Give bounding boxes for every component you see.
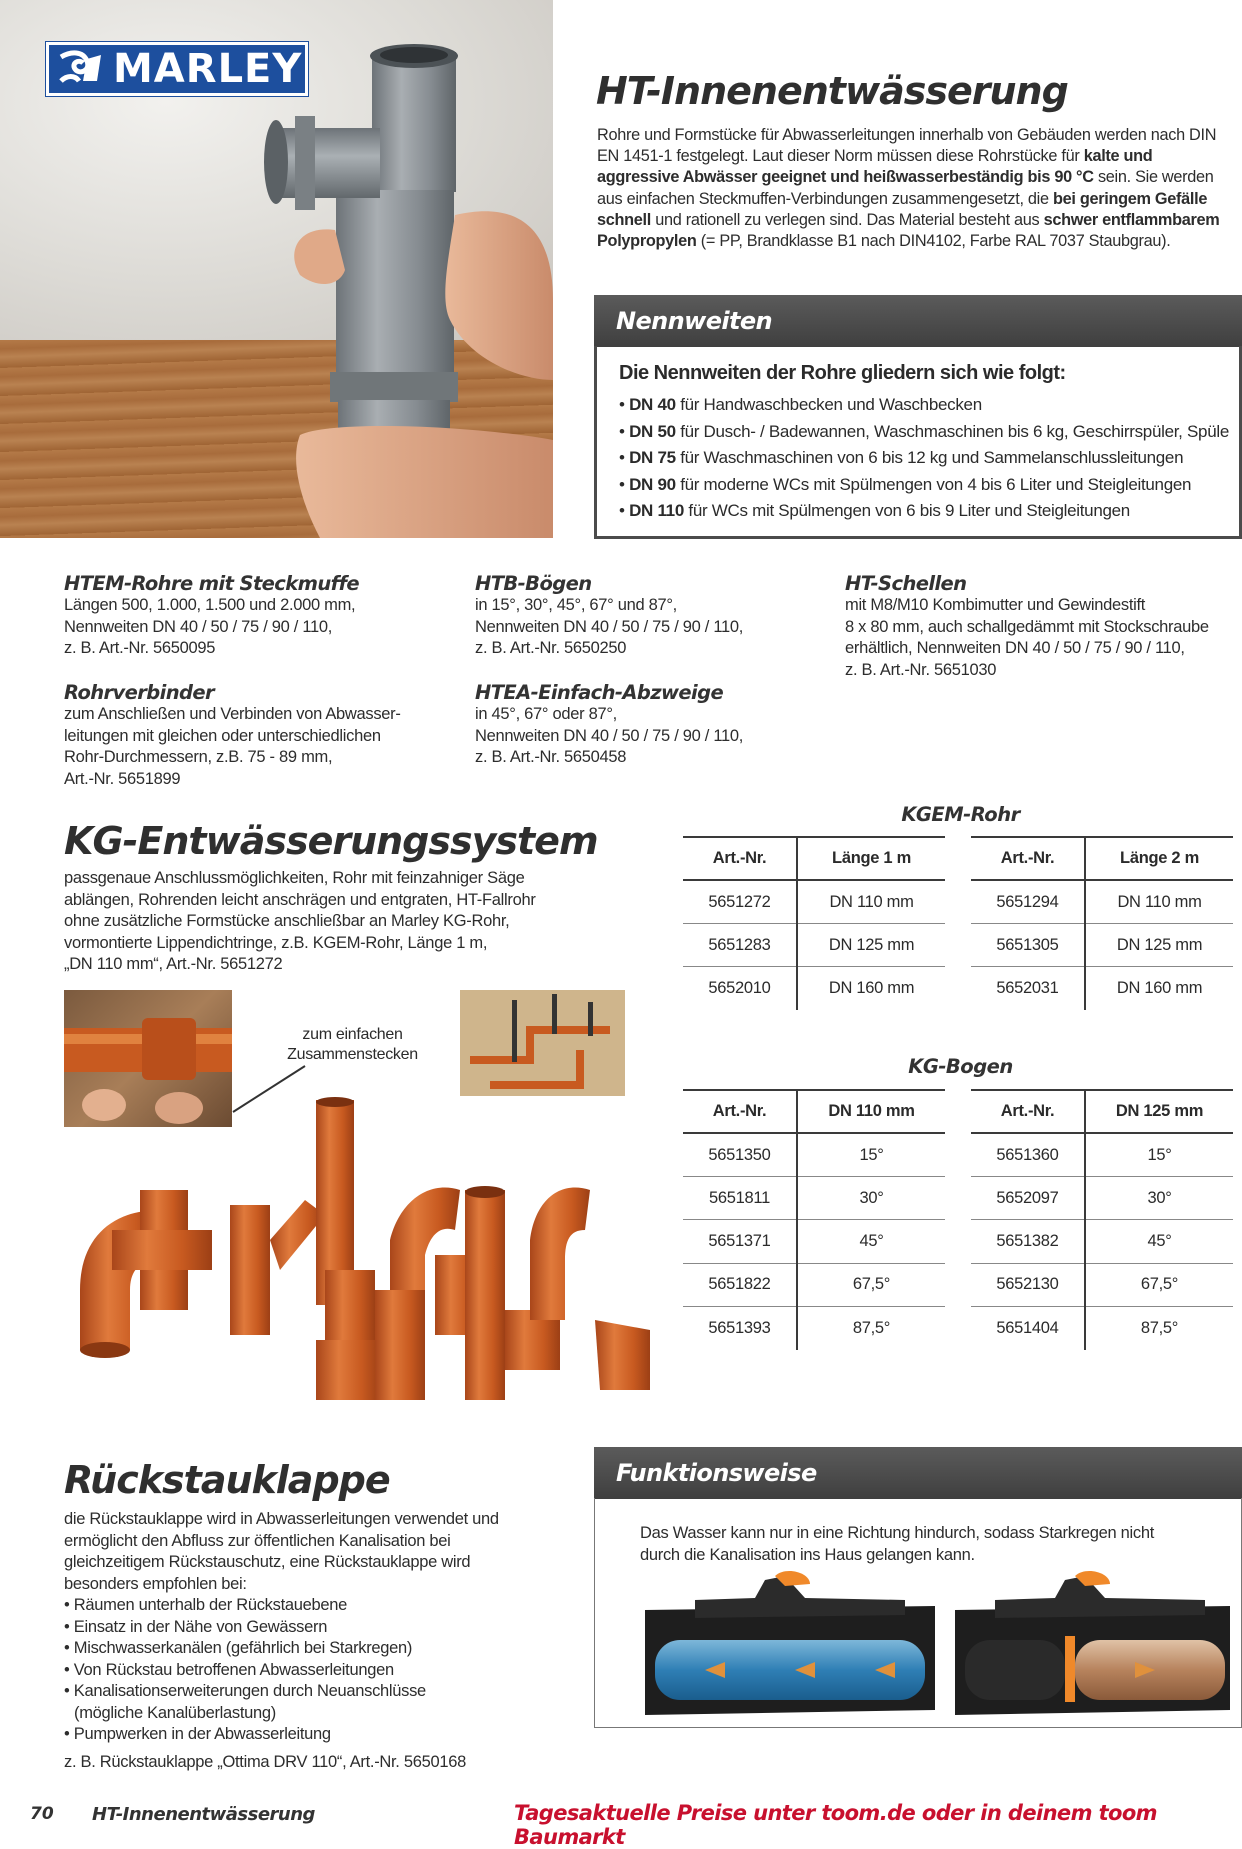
table-cell-artnr: 5652097 xyxy=(971,1177,1085,1220)
table-row xyxy=(971,1263,1233,1306)
text-line: z. B. Art.-Nr. 5650458 xyxy=(475,748,627,766)
nennweite-usage: für WCs mit Spülmengen von 6 bis 9 Liter und Steigleitungen xyxy=(683,501,1130,520)
rohrverbinder-text xyxy=(64,704,464,790)
table-cell-artnr: 5651811 xyxy=(683,1177,797,1220)
htea-text xyxy=(475,704,815,769)
nennweite-usage: für Handwaschbecken und Waschbecken xyxy=(675,395,982,414)
table-cell-value: DN 160 mm xyxy=(828,979,915,998)
kgbogen-header-art: Art.-Nr. xyxy=(683,1090,797,1133)
nennweiten-box-header: Nennweiten xyxy=(594,295,1242,347)
rueck-bullet-item: • Pumpwerken in der Abwasserleitung xyxy=(64,1725,331,1743)
text-line: ohne zusätzliche Formstücke anschließbar an Marley KG-Rohr, xyxy=(64,912,510,930)
table-cell-value: 15° xyxy=(797,1133,945,1176)
table-cell-artnr: 5651360 xyxy=(971,1133,1085,1176)
table-row xyxy=(971,1306,1233,1349)
text-line: Nennweiten DN 40 / 50 / 75 / 90 / 110, xyxy=(64,617,333,636)
table-cell-value: DN 110 mm xyxy=(1085,880,1233,923)
intro-emphasis: schwer entflammbarem Polypropylen xyxy=(597,210,1220,251)
intro-text-part: und rationell zu verlegen sind. Das Material besteht aus xyxy=(651,210,1044,229)
nennweite-item xyxy=(619,498,1234,525)
nennweite-dn: DN 75 xyxy=(629,448,676,467)
nennweite-usage: für Dusch- / Badewannen, Waschmaschinen bis 6 kg, Geschirrspüler, Spüle xyxy=(675,421,1229,441)
rueck-bullets xyxy=(64,1595,584,1746)
table-cell-artnr: 5652130 xyxy=(971,1263,1085,1306)
kg-text xyxy=(64,868,664,976)
kgem-table-left xyxy=(683,836,945,1010)
table-cell-artnr: 5651371 xyxy=(683,1220,797,1263)
text-line: ablängen, Rohrenden leicht anschrägen und entgraten, HT-Fallrohr xyxy=(64,890,536,909)
kg-fittings-illustration xyxy=(40,1090,680,1410)
table-row xyxy=(683,1306,945,1349)
kgbogen-header-dn110: DN 110 mm xyxy=(797,1090,945,1133)
kgbogen-header-dn125: DN 125 mm xyxy=(1085,1090,1233,1133)
ht-title: HT-Innenentwässerung xyxy=(596,69,1068,113)
kgem-header-len1: Länge 1 m xyxy=(797,837,945,880)
text-line: Rohr-Durchmessern, z.B. 75 - 89 mm, xyxy=(64,748,333,766)
text-line: Nennweiten DN 40 / 50 / 75 / 90 / 110, xyxy=(475,726,744,745)
ht-intro-text xyxy=(597,125,1229,252)
htem-title: HTEM-Rohre mit Steckmuffe xyxy=(64,572,360,595)
funktion-box xyxy=(594,1498,1242,1728)
rueck-example: z. B. Rückstauklappe „Ottima DRV 110“, Art.-Nr. 5650168 xyxy=(64,1752,466,1771)
table-row xyxy=(683,967,945,1010)
htb-title: HTB-Bögen xyxy=(475,572,592,595)
kgbogen-table-right xyxy=(971,1089,1233,1350)
table-row xyxy=(971,880,1233,923)
text-line: „DN 110 mm“, Art.-Nr. 5651272 xyxy=(64,955,283,973)
kgem-table-right xyxy=(971,836,1233,1010)
kg-callout xyxy=(270,1025,435,1065)
marley-logo xyxy=(46,42,308,96)
rueck-text xyxy=(64,1509,584,1773)
intro-emphasis: kalte und aggressive Abwässer geeignet und heißwasserbeständig bis 90 °C xyxy=(597,147,1153,187)
text-line: durch die Kanalisation ins Haus gelangen kann. xyxy=(640,1545,975,1564)
htea-title: HTEA-Einfach-Abzweige xyxy=(475,681,724,704)
nennweite-item xyxy=(619,472,1234,499)
footer-promo[interactable]: Tagesaktuelle Preise unter toom.de oder in deinem toom Baumarkt xyxy=(514,1801,1157,1849)
schellen-text xyxy=(845,595,1240,681)
intro-text-part: sein. Sie werden aus einfachen Steckmuffen-Verbindungen zusammengesetzt, die xyxy=(597,168,1214,208)
table-row xyxy=(971,924,1233,967)
rueck-intro xyxy=(64,1509,584,1595)
table-cell-value: 87,5° xyxy=(1140,1318,1179,1337)
table-cell-artnr: 5651404 xyxy=(971,1306,1085,1349)
table-row xyxy=(683,880,945,923)
table-cell-artnr: 5651350 xyxy=(683,1133,797,1176)
rueck-bullet-item: • Von Rückstau betroffenen Abwasserleitungen xyxy=(64,1660,394,1679)
kgem-header-art-2: Art.-Nr. xyxy=(971,837,1085,880)
table-cell-artnr: 5651305 xyxy=(971,924,1085,967)
nennweiten-box xyxy=(594,346,1242,539)
table-cell-value: DN 125 mm xyxy=(797,924,945,967)
rohrverbinder-title: Rohrverbinder xyxy=(64,681,215,704)
text-line: Das Wasser kann nur in eine Richtung hindurch, sodass Starkregen nicht xyxy=(640,1524,1155,1542)
table-cell-value: DN 110 mm xyxy=(797,880,945,923)
table-cell-value: 15° xyxy=(1085,1133,1233,1176)
schellen-title: HT-Schellen xyxy=(845,572,967,595)
kg-callout-line-1: zum einfachen xyxy=(302,1026,403,1043)
intro-text-part: (= PP, Brandklasse B1 nach DIN4102, Farbe RAL 7037 Staubgrau). xyxy=(696,232,1171,251)
table-row xyxy=(683,1177,945,1220)
table-cell-value: 45° xyxy=(797,1220,945,1263)
logo-text: MARLEY xyxy=(113,46,303,92)
text-line: in 15°, 30°, 45°, 67° und 87°, xyxy=(475,596,677,614)
table-cell-artnr: 5651393 xyxy=(683,1306,797,1349)
nennweite-usage: für moderne WCs mit Spülmengen von 4 bis 6 Liter und Steigleitungen xyxy=(675,474,1192,494)
table-row xyxy=(971,1220,1233,1263)
text-line: Längen 500, 1.000, 1.500 und 2.000 mm, xyxy=(64,596,356,614)
table-cell-artnr: 5652031 xyxy=(971,967,1085,1010)
htem-text xyxy=(64,595,464,660)
nennweite-usage: für Waschmaschinen von 6 bis 12 kg und Sammelanschlussleitungen xyxy=(675,448,1184,467)
product-rohrverbinder xyxy=(64,681,464,790)
rueck-bullet-item: • Kanalisationserweiterungen durch Neuanschlüsse xyxy=(64,1682,426,1700)
nennweite-dn: DN 50 xyxy=(629,421,676,441)
table-row xyxy=(971,967,1233,1010)
kgbogen-table-left xyxy=(683,1089,945,1350)
rueckstauklappe-function-illustration xyxy=(635,1570,1235,1720)
pipe-network-illustration xyxy=(460,990,625,1096)
nennweite-item xyxy=(619,392,1234,419)
table-cell-value: 45° xyxy=(1085,1220,1233,1263)
table-cell-artnr: 5652010 xyxy=(683,967,797,1010)
nennweite-item xyxy=(619,445,1234,472)
table-cell-value: 87,5° xyxy=(852,1318,891,1337)
table-cell-artnr: 5651283 xyxy=(683,924,797,967)
text-line: gleichzeitigem Rückstauschutz, eine Rückstauklappe wird xyxy=(64,1553,471,1571)
htb-text xyxy=(475,595,815,660)
kgbogen-table-caption: KG-Bogen xyxy=(908,1055,1013,1078)
text-line: z. B. Art.-Nr. 5651030 xyxy=(845,660,997,679)
table-row xyxy=(971,1177,1233,1220)
footer-page-number: 70 xyxy=(30,1804,54,1824)
text-line: die Rückstauklappe wird in Abwasserleitungen verwendet und xyxy=(64,1510,499,1528)
text-line: besonders empfohlen bei: xyxy=(64,1574,247,1593)
intro-emphasis: bei geringem Gefälle schnell xyxy=(597,189,1208,229)
table-row xyxy=(971,1133,1233,1176)
kg-photo-installation xyxy=(460,990,625,1096)
product-htea xyxy=(475,681,815,769)
table-cell-value: 67,5° xyxy=(797,1263,945,1306)
text-line: Art.-Nr. 5651899 xyxy=(64,769,181,788)
nennweiten-list xyxy=(619,392,1234,525)
kg-callout-line-2: Zusammenstecken xyxy=(287,1046,418,1063)
text-line: z. B. Art.-Nr. 5650250 xyxy=(475,639,627,657)
table-cell-value: 30° xyxy=(1085,1177,1233,1220)
text-line: passgenaue Anschlussmöglichkeiten, Rohr mit feinzahniger Säge xyxy=(64,869,525,887)
intro-text-part: Rohre und Formstücke für Abwasserleitungen innerhalb von Gebäuden werden nach DIN EN 1451-1 festgelegt. Laut dieser Norm müssen diese Rohrstücke für xyxy=(597,126,1217,166)
text-line: z. B. Art.-Nr. 5650095 xyxy=(64,639,216,657)
text-line: vormontierte Lippendichtringe, z.B. KGEM-Rohr, Länge 1 m, xyxy=(64,933,488,952)
nennweite-item xyxy=(619,419,1234,446)
table-cell-value: 67,5° xyxy=(1085,1263,1233,1306)
hero-photo-grey-pipe xyxy=(0,0,553,538)
funktion-text xyxy=(640,1523,1154,1566)
table-cell-artnr: 5651294 xyxy=(971,880,1085,923)
text-line: 8 x 80 mm, auch schallgedämmt mit Stockschraube xyxy=(845,617,1209,636)
kgem-table-caption: KGEM-Rohr xyxy=(901,803,1020,826)
text-line: ermöglicht den Abfluss zur öffentlichen Kanalisation bei xyxy=(64,1531,451,1550)
table-cell-artnr: 5651272 xyxy=(683,880,797,923)
table-cell-value: 30° xyxy=(797,1177,945,1220)
text-line: zum Anschließen und Verbinden von Abwasser- xyxy=(64,705,401,723)
text-line: mit M8/M10 Kombimutter und Gewindestift xyxy=(845,596,1146,614)
text-line: in 45°, 67° oder 87°, xyxy=(475,705,617,723)
nennweiten-subtitle: Die Nennweiten der Rohre gliedern sich wie folgt: xyxy=(619,362,1066,384)
table-cell-value: DN 125 mm xyxy=(1085,924,1233,967)
text-line: erhältlich, Nennweiten DN 40 / 50 / 75 / 90 / 110, xyxy=(845,639,1185,657)
table-row xyxy=(683,1220,945,1263)
table-row xyxy=(683,924,945,967)
rueck-bullet-continuation: (mögliche Kanalüberlastung) xyxy=(74,1703,276,1722)
product-schellen xyxy=(845,572,1240,681)
table-row xyxy=(683,1133,945,1176)
table-cell-artnr: 5651382 xyxy=(971,1220,1085,1263)
kg-title: KG-Entwässerungssystem xyxy=(64,819,598,863)
marley-logo-symbol-icon xyxy=(57,51,105,87)
nennweite-dn: DN 110 xyxy=(629,501,684,520)
table-row xyxy=(683,1263,945,1306)
footer-section-title: HT-Innenentwässerung xyxy=(92,1804,315,1825)
rueck-title: Rückstauklappe xyxy=(64,1458,390,1502)
product-htb xyxy=(475,572,815,660)
kgbogen-header-art-2: Art.-Nr. xyxy=(971,1090,1085,1133)
kgem-header-len2: Länge 2 m xyxy=(1085,837,1233,880)
nennweite-dn: DN 90 xyxy=(629,474,676,494)
rueck-bullet-item: • Mischwasserkanälen (gefährlich bei Starkregen) xyxy=(64,1639,413,1657)
product-htem xyxy=(64,572,464,660)
rueck-bullet-item: • Räumen unterhalb der Rückstauebene xyxy=(64,1596,347,1614)
kgem-header-art: Art.-Nr. xyxy=(683,837,797,880)
table-cell-artnr: 5651822 xyxy=(683,1263,797,1306)
funktion-box-header: Funktionsweise xyxy=(594,1447,1242,1499)
nennweite-dn: DN 40 xyxy=(629,395,676,414)
text-line: leitungen mit gleichen oder unterschiedlichen xyxy=(64,726,381,745)
rueck-bullet-item: • Einsatz in der Nähe von Gewässern xyxy=(64,1617,328,1636)
text-line: Nennweiten DN 40 / 50 / 75 / 90 / 110, xyxy=(475,617,744,636)
table-cell-value: DN 160 mm xyxy=(1116,979,1203,998)
